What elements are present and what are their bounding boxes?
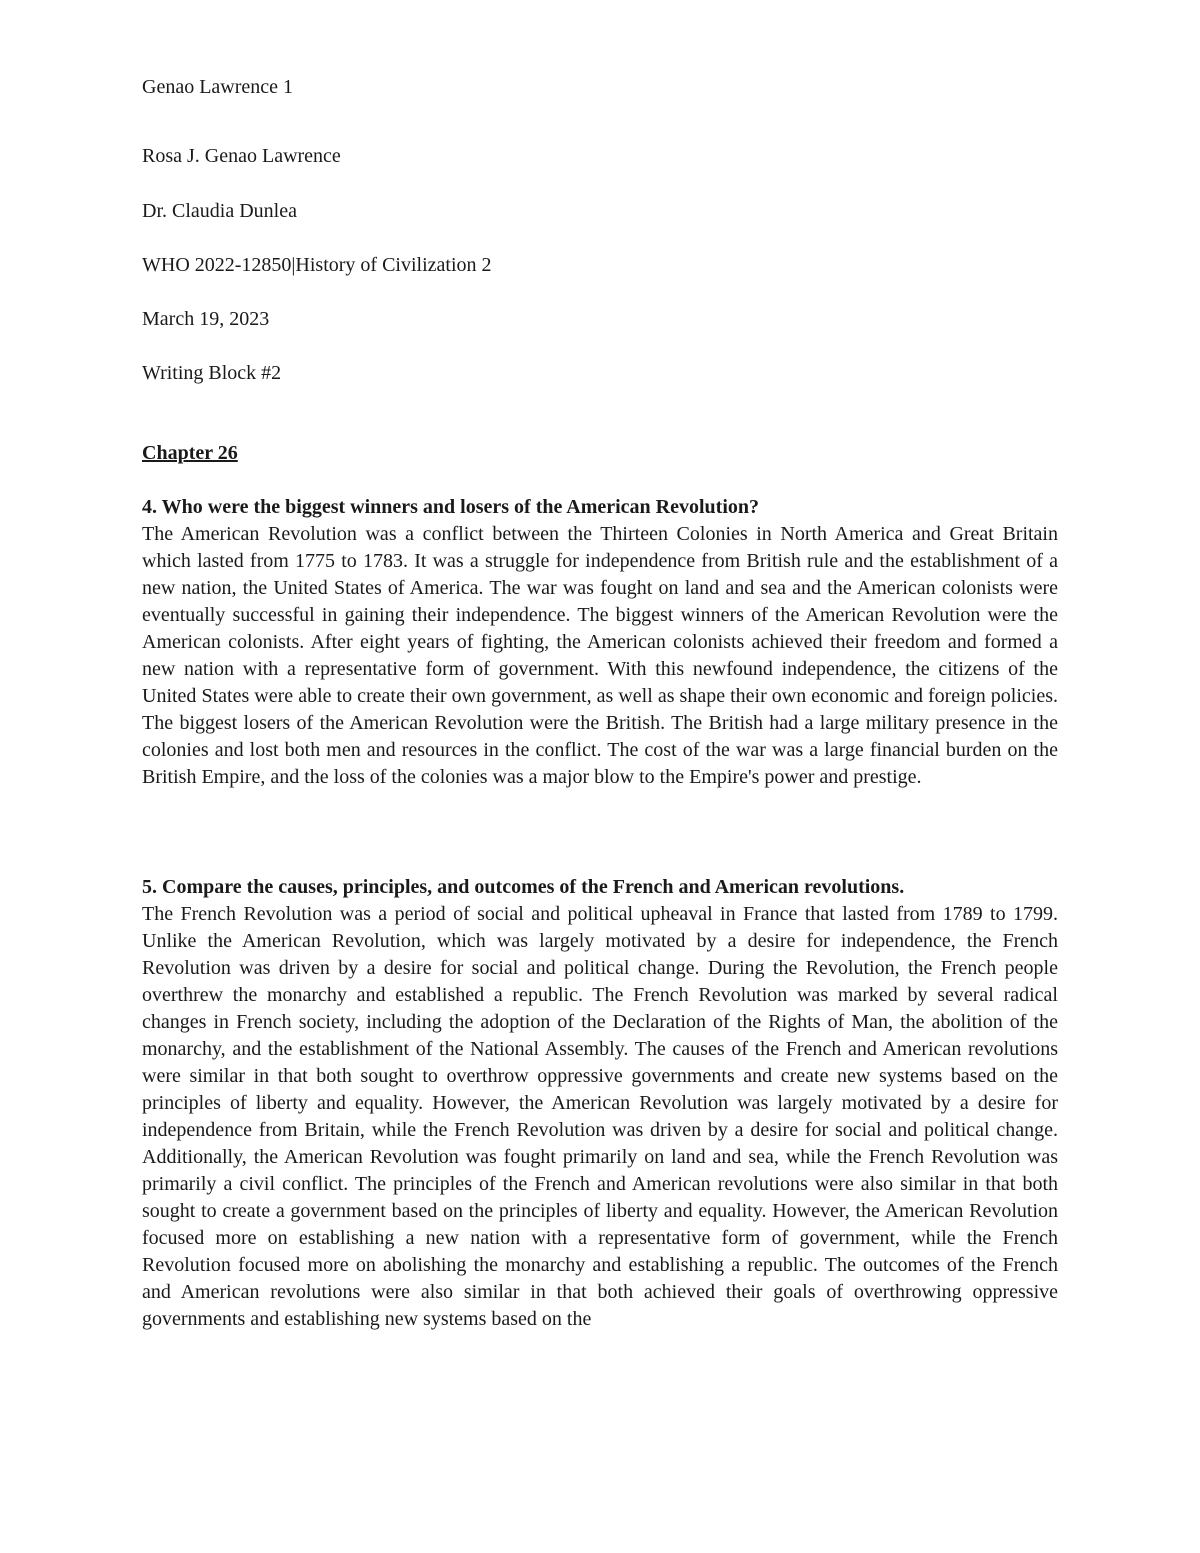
assignment-title: Writing Block #2 <box>142 362 282 384</box>
question-block-4 <box>142 494 1058 791</box>
answer-paragraph: The American Revolution was a conflict between the Thirteen Colonies in North America and Great Britain which lasted from 1775 to 1783. It was a struggle for independence from British rule and the establishment of a new nation, the United States of America. The war was fought on land and sea and the American colonists were eventually successful in gaining their independence. The biggest winners of the American Revolution were the American colonists. After eight years of fighting, the American colonists achieved their freedom and formed a new nation with a representative form of government. With this newfound independence, the citizens of the United States were able to create their own government, as well as shape their own economic and foreign policies. The biggest losers of the American Revolution were the British. The British had a large military presence in the colonies and lost both men and resources in the conflict. The cost of the war was a large financial burden on the British Empire, and the loss of the colonies was a major blow to the Empire's power and prestige. <box>142 523 1058 788</box>
question-block-5 <box>142 874 1058 1333</box>
question-heading: 4. Who were the biggest winners and losers of the American Revolution? <box>142 496 760 518</box>
running-head: Genao Lawrence 1 <box>142 76 294 98</box>
answer-paragraph: The French Revolution was a period of social and political upheaval in France that lasted from 1789 to 1799. Unlike the American Revolution, which was largely motivated by a desire for independence, the French Revolution was driven by a desire for social and political change. During the Revolution, the French people overthrew the monarchy and established a republic. The French Revolution was marked by several radical changes in French society, including the adoption of the Declaration of the Rights of Man, the abolition of the monarchy, and the establishment of the National Assembly. The causes of the French and American revolutions were similar in that both sought to overthrow oppressive governments and create new systems based on the principles of liberty and equality. However, the American Revolution was largely motivated by a desire for independence from Britain, while the French Revolution was driven by a desire for social and political change. Additionally, the American Revolution was fought primarily on land and sea, while the French Revolution was primarily a civil conflict. The principles of the French and American revolutions were also similar in that both sought to create a government based on the principles of liberty and equality. However, the American Revolution focused more on establishing a new nation with a representative form of government, while the French Revolution focused more on abolishing the monarchy and establishing a republic. The outcomes of the French and American revolutions were also similar in that both achieved their goals of overthrowing oppressive governments and establishing new systems based on the <box>142 903 1058 1330</box>
submission-date: March 19, 2023 <box>142 308 270 330</box>
question-heading: 5. Compare the causes, principles, and outcomes of the French and American revolutions. <box>142 876 905 898</box>
chapter-heading: Chapter 26 <box>142 442 238 464</box>
student-name: Rosa J. Genao Lawrence <box>142 145 341 167</box>
instructor-name: Dr. Claudia Dunlea <box>142 200 297 222</box>
course-name: WHO 2022-12850|History of Civilization 2 <box>142 254 492 276</box>
